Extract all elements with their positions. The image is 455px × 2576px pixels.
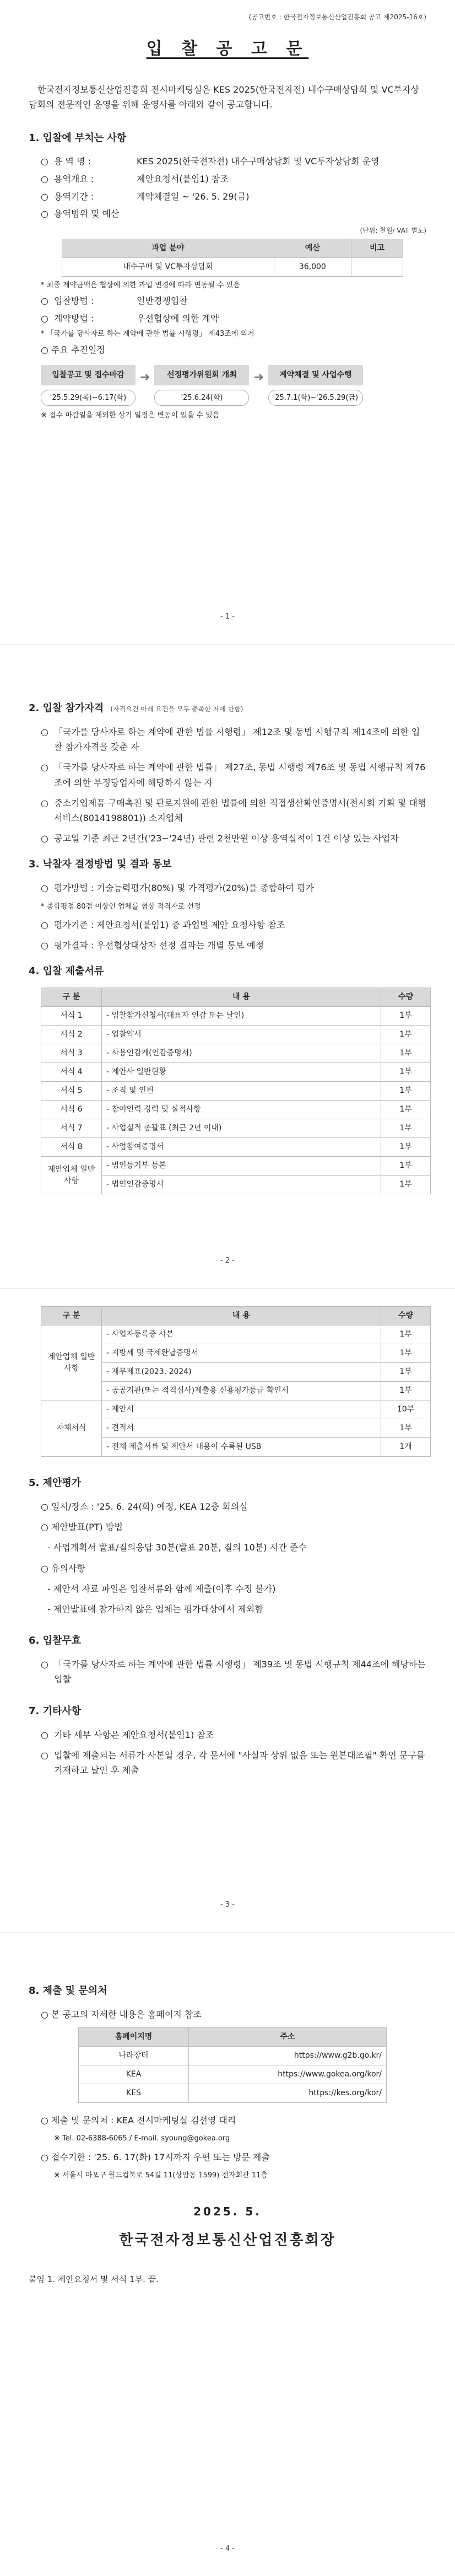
proposal-eval-subitem: - 사업계획서 발표/질의응답 30분(발표 20분, 질의 10분) 시간 준수 xyxy=(47,1542,307,1553)
schedule-label: ○ 주요 추진일정 xyxy=(41,344,105,355)
contact-tel-email: ※ Tel. 02-6388-6065 / E-mail. syoung@gokea.org xyxy=(54,2134,230,2143)
service-name-row: ○ 용 역 명 : KES 2025(한국전자전) 내수구매상담회 및 VC투자상담회 운영 xyxy=(41,156,380,167)
budget-table xyxy=(62,239,403,277)
proposal-eval-item: ○ 일시/장소 : '25. 6. 24(화) 예정, KEA 12층 회의실 xyxy=(41,1501,248,1512)
bid-method-row: ○ 입찰방법 : 일반경쟁입찰 xyxy=(41,296,188,307)
homepage-link[interactable]: https://www.gokea.org/kor/ xyxy=(189,2065,387,2084)
intro-paragraph: 한국전자정보통신산업진흥회 전시마케팅실은 KES 2025(한국전자전) 내수구매상담회 및 VC투자상담회의 전문적인 운영을 위해 운영사를 아래와 같이 공고합니다. xyxy=(29,84,420,110)
scope-budget-row: ○ 용역범위 및 예산 xyxy=(41,208,120,219)
budget-header-amount: 예산 xyxy=(274,239,351,257)
section-7-title: 7. 기타사항 xyxy=(29,1705,82,1717)
section-5-title: 5. 제안평가 xyxy=(29,1477,82,1489)
unit-note: (단위: 천원/ VAT 별도) xyxy=(360,226,426,234)
schedule-step-title: 계약체결 및 사업수행 xyxy=(268,365,363,385)
section-8-title: 8. 제출 및 문의처 xyxy=(29,1985,107,1997)
misc-item: ○ 기타 세부 사항은 제안요청서(붙임1) 참조 xyxy=(41,1729,214,1740)
page-1 xyxy=(0,0,455,644)
schedule-step-date: '25.6.24(화) xyxy=(154,390,249,406)
table-row: - 지방세 및 국세완납증명서 1부 xyxy=(41,1344,431,1363)
table-row: 서식 5 - 조직 및 인원 1부 xyxy=(41,1082,431,1101)
table-row: 서식 3 - 사용인감계(인감증명서) 1부 xyxy=(41,1044,431,1063)
section-2-title: 2. 입찰 참가자격 (자격요건 아래 요건을 모두 충족한 자에 한함) xyxy=(29,702,243,714)
budget-cell-field: 내수구매 및 VC투자상담회 xyxy=(62,257,274,276)
announcement-number: (공고번호 : 한국전자정보통신산업진흥회 공고 제2025-16호) xyxy=(248,13,426,21)
table-row: - 법인인감증명서 1부 xyxy=(41,1176,431,1194)
eligibility-item: ○ 공고일 기준 최근 2년간('23~'24년) 관련 2천만원 이상 용역실적이 1건 이상 있는 사업자 xyxy=(41,833,399,844)
table-row: 나라장터 https://www.g2b.go.kr/ xyxy=(79,2047,387,2065)
table-row: KES https://kes.org/kor/ xyxy=(79,2084,387,2103)
section-6-title: 6. 입찰무효 xyxy=(29,1635,82,1647)
homepage-link[interactable]: https://kes.org/kor/ xyxy=(189,2084,387,2103)
page-4 xyxy=(0,1932,455,2576)
misc-item: ○ 입찰에 제출되는 서류가 사본일 경우, 각 문서에 "사실과 상위 없음 또는 원본대조필" 확인 문구를 기재하고 날인 후 제출 xyxy=(41,1749,425,1775)
schedule-step xyxy=(41,365,136,406)
submission-address: ※ 서울시 마포구 월드컵북로 54길 11(상암동 1599) 전자회관 11층 xyxy=(54,2171,268,2180)
table-row: 서식 4 - 제안사 일반현황 1부 xyxy=(41,1063,431,1082)
schedule-note: ※ 접수 마감일을 제외한 상기 일정은 변동이 있을 수 있음 xyxy=(41,411,220,420)
table-row: 서식 2 - 입찰약서 1부 xyxy=(41,1026,431,1044)
table-row: 자체서식 - 제안서 10부 xyxy=(41,1400,431,1419)
schedule-step-title: 선정평가위원회 개최 xyxy=(154,365,249,385)
proposal-eval-subitem: - 제안발표에 참가하지 않은 업체는 평가대상에서 제외함 xyxy=(47,1603,263,1614)
page-number: - 3 - xyxy=(220,1900,235,1909)
budget-note: * 최종 계약금액은 협상에 의한 과업 변경에 따라 변동될 수 있음 xyxy=(41,281,240,289)
submission-docs-table-continued: 구 분 내 용 수량 제안업체 일반사항 - 사업자등록증 사본 1부 - 지방세 및 국세완납증명서 1부 - 재무제표(2023, 2024) 1부 - 공공기관(또는 적격심사)제출용 신용평가등급 확인서 1부 자체서식 - 제안서 10부 - 견적서 1부 - 전체 제출서류 및 제안서 내용이 수록된 USB 1개 xyxy=(41,1306,431,1457)
evaluation-item: ○ 평가결과 : 우선협상대상자 선정 결과는 개별 통보 예정 xyxy=(41,940,264,951)
arrow-right-icon: ➜ xyxy=(253,370,264,384)
table-row: 제안업체 일반사항 - 사업자등록증 사본 1부 xyxy=(41,1325,431,1344)
budget-cell-amount: 36,000 xyxy=(274,257,351,276)
eligibility-item: ○ 중소기업제품 구매촉진 및 판로지원에 관한 법률에 의한 직접생산확인증명서(전시회 기획 및 대행서비스(8014198801)) 소지업체 xyxy=(41,797,426,823)
eligibility-item: ○ 「국가를 당사자로 하는 계약에 관한 법률」 제27조, 동법 시행령 제76조 및 동법 시행규칙 제76조에 의한 부정당업자에 해당하지 않는 자 xyxy=(41,762,426,788)
section-3-title: 3. 낙찰자 결정방법 및 결과 통보 xyxy=(29,858,172,871)
table-row: 제안업체 일반사항 - 법인등기부 등본 1부 xyxy=(41,1157,431,1176)
budget-cell-note xyxy=(351,257,403,276)
eligibility-item: ○ 「국가를 당사자로 하는 계약에 관한 법률 시행령」 제12조 및 동법 시행규칙 제14조에 의한 입찰 참가자격을 갖춘 자 xyxy=(41,727,420,753)
invalid-bid-item: ○ 「국가를 당사자로 하는 계약에 관한 법률 시행령」 제39조 및 동법 시행규칙 제44조에 해당하는 입찰 xyxy=(41,1659,426,1685)
table-row: KEA https://www.gokea.org/kor/ xyxy=(79,2065,387,2084)
homepage-table: 홈페이지명 주소 나라장터 https://www.g2b.go.kr/ KEA https://www.gokea.org/kor/ KES https://kes.org/kor/ xyxy=(78,2027,387,2103)
schedule-step-date: '25.5.29(목)~6.17(화) xyxy=(41,390,136,406)
evaluation-item: ○ 평가방법 : 기술능력평가(80%) 및 가격평가(20%)를 종합하여 평가 xyxy=(41,883,315,894)
issuing-organization: 한국전자정보통신산업진흥회장 xyxy=(119,2231,336,2248)
service-period-row: ○ 용역기간 : 계약체결일 ~ '26. 5. 29(금) xyxy=(41,191,250,202)
page-number: - 2 - xyxy=(220,1256,235,1265)
arrow-right-icon: ➜ xyxy=(140,370,150,384)
section-4-title: 4. 입찰 제출서류 xyxy=(29,965,104,978)
table-row: 서식 6 - 참여인력 경력 및 실적사항 1부 xyxy=(41,1101,431,1119)
table-row: 서식 7 - 사업실적 총괄표 (최근 2년 이내) 1부 xyxy=(41,1119,431,1138)
table-row: - 공공기관(또는 적격심사)제출용 신용평가등급 확인서 1부 xyxy=(41,1382,431,1400)
contract-method-row: ○ 계약방법 : 우선협상에 의한 계약 xyxy=(41,313,219,324)
schedule-step-date: '25.7.1(화)~'26.5.29(금) xyxy=(268,390,363,406)
evaluation-item: ○ 평가기준 : 제안요청서(붙임1) 중 과업별 제안 요청사항 참조 xyxy=(41,920,285,930)
table-row: 서식 1 - 입찰참가신청서(대표자 인감 또는 날인) 1부 xyxy=(41,1007,431,1026)
table-row: - 전체 제출서류 및 제안서 내용이 수록된 USB 1개 xyxy=(41,1438,431,1457)
document-title: 입 찰 공 고 문 xyxy=(146,39,309,58)
submission-docs-table: 구 분 내 용 수량 서식 1 - 입찰참가신청서(대표자 인감 또는 날인) 1부 서식 2 - 입찰약서 1부 서식 3 - 사용인감계(인감증명서) 1부 서식 4 - 제안사 일반현황 1부 서식 5 - 조직 및 인원 1부 서식 6 - 참여인력 경력 및 실적사항 1부 서식 7 - 사업실적 총괄표 (최근 2년 이내) 1부 서식 8 - 사업참여증명서 1부 제안업체 일반사항 - 법인등기부 등본 1부 - 법인인감증명서 1부 xyxy=(41,988,431,1194)
proposal-eval-item: ○ 유의사항 xyxy=(41,1563,85,1574)
announcement-date: 2025. 5. xyxy=(193,2204,262,2218)
evaluation-note: * 종합평점 80점 이상인 업체를 협상 적격자로 선정 xyxy=(41,902,201,911)
proposal-eval-subitem: - 제안서 자료 파일은 입찰서류와 함께 제출(이후 수정 불가) xyxy=(47,1583,276,1594)
budget-header-note: 비고 xyxy=(351,239,403,257)
section-1-title: 1. 입찰에 부치는 사항 xyxy=(29,132,127,144)
contact-person: ○ 제출 및 문의처 : KEA 전시마케팅실 김선영 대리 xyxy=(41,2115,236,2126)
table-row: - 재무제표(2023, 2024) 1부 xyxy=(41,1363,431,1382)
attachment-note: 붙임 1. 제안요청서 및 서식 1부. 끝. xyxy=(29,2274,159,2284)
table-row: - 견적서 1부 xyxy=(41,1419,431,1438)
proposal-eval-item: ○ 제안발표(PT) 방법 xyxy=(41,1522,123,1533)
schedule-step xyxy=(268,365,363,406)
law-note: * 「국가를 당사자로 하는 계약에 관한 법률 시행령」 제43조에 의거 xyxy=(41,330,254,339)
service-overview-row: ○ 용역개요 : 제안요청서(붙임1) 참조 xyxy=(41,173,229,184)
page-3 xyxy=(0,1288,455,1932)
page-number: - 1 - xyxy=(220,612,235,621)
homepage-lead: ○ 본 공고의 자세한 내용은 홈페이지 참조 xyxy=(41,2009,202,2020)
budget-header-field: 과업 분야 xyxy=(62,239,274,257)
schedule-step xyxy=(154,365,249,406)
schedule-flow xyxy=(41,365,426,406)
homepage-link[interactable]: https://www.g2b.go.kr/ xyxy=(189,2047,387,2065)
page-number: - 4 - xyxy=(220,2544,235,2553)
page-2 xyxy=(0,644,455,1288)
submission-deadline: ○ 접수기한 : '25. 6. 17(화) 17시까지 우편 또는 방문 제출 xyxy=(41,2151,270,2162)
table-row: 서식 8 - 사업참여증명서 1부 xyxy=(41,1138,431,1157)
schedule-step-title: 입찰공고 및 접수마감 xyxy=(41,365,136,385)
